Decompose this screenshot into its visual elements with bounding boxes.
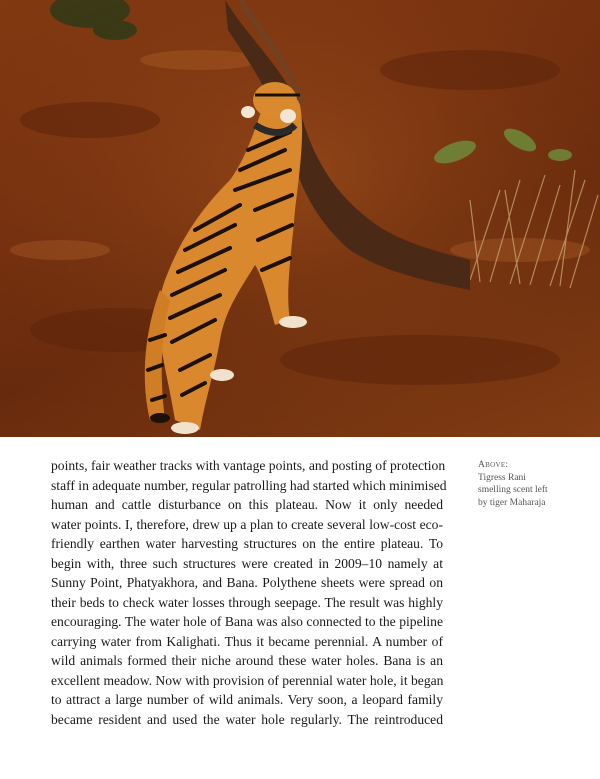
body-line: water points. I, therefore, drew up a plan to create several low-cost eco- (51, 516, 443, 532)
body-line: to attract a large number of wild animals. Very soon, a leopard family (51, 692, 443, 707)
caption-label: Above: (478, 460, 509, 470)
body-line: wild animals formed their niche around these water holes. Bana is an (51, 653, 443, 668)
body-line: Sunny Point, Phatyakhora, and Bana. Polythene sheets were spread on (51, 575, 443, 590)
body-line: became resident and used the water hole regularly. The reintroduced (51, 711, 443, 727)
body-text (51, 456, 447, 729)
caption-line: Tigress Rani (478, 472, 526, 483)
photo-caption (478, 459, 588, 509)
body-line: encouraging. The water hole of Bana was also connected to the pipeline (51, 614, 443, 629)
caption-line: smelling scent left (478, 485, 548, 495)
body-line: their beds to check water losses through seepage. The result was highly (51, 594, 443, 610)
body-line: human and cattle disturbance on this plateau. Now it only needed (51, 497, 443, 512)
caption-line: by tiger Maharaja (478, 497, 546, 508)
body-line: excellent meadow. Now with provision of perennial water hole, it began (51, 672, 444, 688)
body-line: points, fair weather tracks with vantage points, and posting of protection (51, 458, 446, 473)
body-line: begin with, three such structures were created in 2009–10 namely at (51, 555, 443, 571)
body-line: friendly earthen water harvesting structures on the entire plateau. To (51, 536, 443, 551)
body-line: staff in adequate number, regular patrolling had started which minimised (51, 477, 447, 493)
body-line: carrying water from Kalighati. Thus it became perennial. A number of (51, 633, 443, 649)
